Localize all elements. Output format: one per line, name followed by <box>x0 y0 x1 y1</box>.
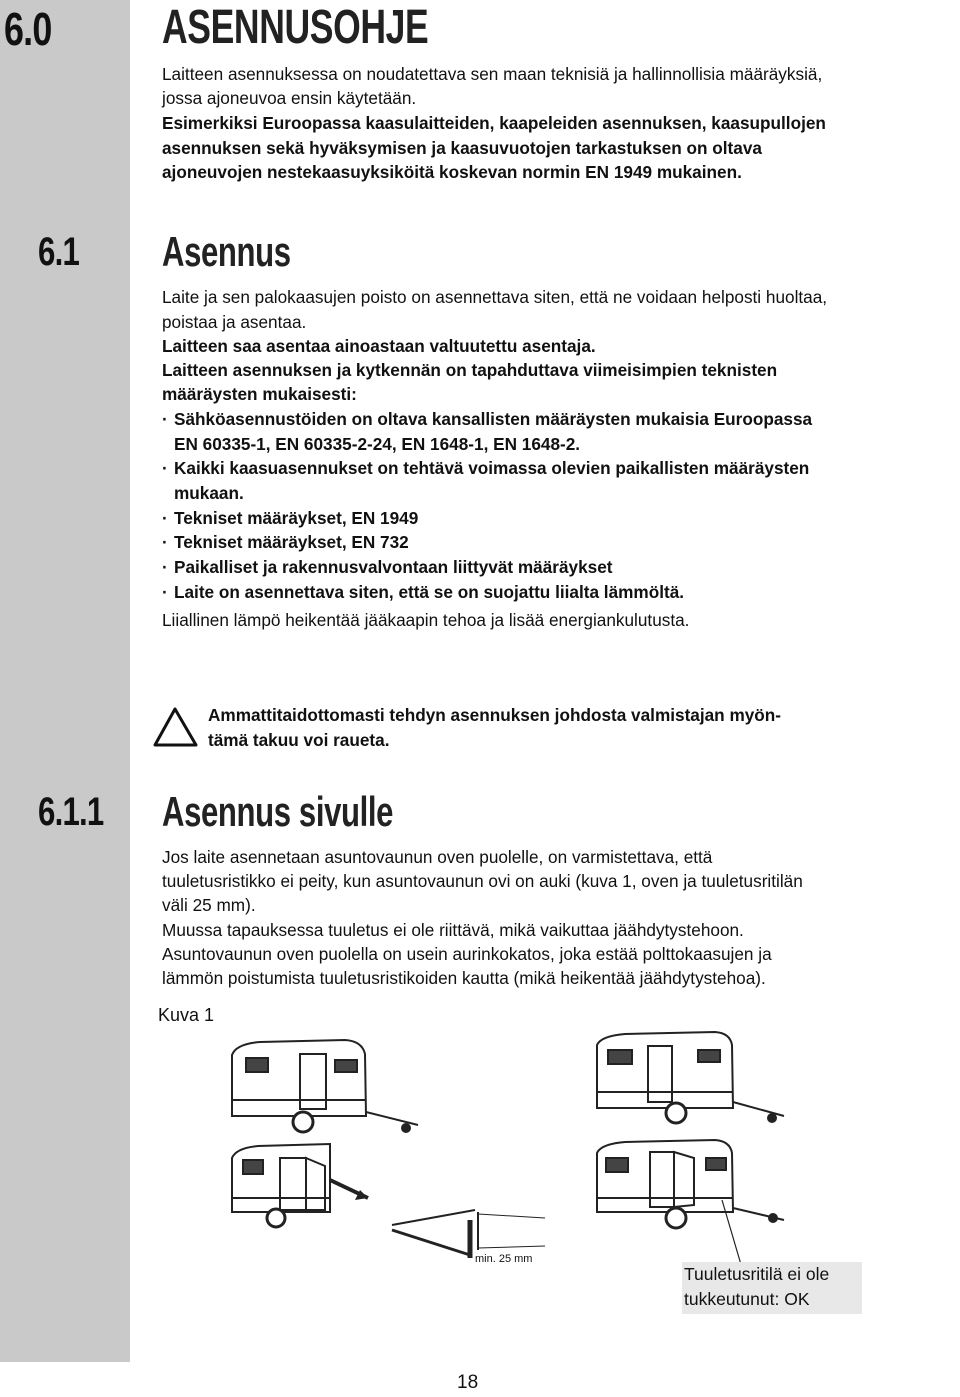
caravan-illustration-4 <box>597 1140 784 1228</box>
section-title-6-1: Asennus <box>162 228 291 275</box>
caravan-illustration-2 <box>597 1032 784 1123</box>
intro-bold-line-1: Esimerkiksi Euroopassa kaasulaitteiden, kaapeleiden asennuksen, kaasupullojen <box>162 113 826 133</box>
warning-line-2: tämä takuu voi raueta. <box>208 730 390 750</box>
side-line-4: Muussa tapauksessa tuuletus ei ole riittävä, mikä vaikuttaa jäähdytystehoon. <box>162 920 744 940</box>
list-item-text: Tekniset määräykset, EN 1949 <box>174 508 419 528</box>
section-title-6-0: ASENNUSOHJE <box>162 1 429 54</box>
side-line-5: Asuntovaunun oven puolella on usein aurinkokatos, joka estää polttokaasujen ja <box>162 944 772 964</box>
bullet-marker: · <box>162 458 168 478</box>
list-item-text-cont: mukaan. <box>174 482 244 503</box>
section-title-6-1-1: Asennus sivulle <box>162 788 394 835</box>
warning-triangle-icon <box>155 709 196 745</box>
intro-line-2: jossa ajoneuvoa ensin käytetään. <box>162 88 417 108</box>
warning-line-1: Ammattitaidottomasti tehdyn asennuksen johdosta valmistajan myön- <box>208 705 782 725</box>
list-item-text: Tekniset määräykset, EN 732 <box>174 532 409 552</box>
vent-gap-detail <box>392 1210 545 1258</box>
section-number-6-1-1: 6.1.1 <box>38 790 104 834</box>
caption-line-2: tukkeutunut: OK <box>684 1289 810 1309</box>
install-line-2: poistaa ja asentaa. <box>162 312 307 332</box>
bullet-marker: · <box>162 508 168 528</box>
side-line-2: tuuletusristikko ei peity, kun asuntovaunun ovi on auki (kuva 1, oven ja tuuletusritilän <box>162 871 803 891</box>
caravan-illustration-3 <box>232 1144 330 1227</box>
measure-label: min. 25 mm <box>475 1253 533 1265</box>
closing-note: Liiallinen lämpö heikentää jääkaapin tehoa ja lisää energiankulutusta. <box>162 610 690 630</box>
list-item-text-cont: EN 60335-1, EN 60335-2-24, EN 1648-1, EN 1648-2. <box>174 433 581 454</box>
arrow-icon <box>330 1180 368 1200</box>
side-line-3: väli 25 mm). <box>162 895 256 915</box>
figure-label: Kuva 1 <box>158 1005 215 1025</box>
install-line-1: Laite ja sen palokaasujen poisto on asennettava siten, että ne voidaan helposti huoltaa, <box>162 287 828 307</box>
install-bold-line-2: Laitteen asennuksen ja kytkennän on tapahduttava viimeisimpien teknisten <box>162 360 778 380</box>
intro-line-1: Laitteen asennuksessa on noudatettava sen maan teknisiä ja hallinnollisia määräyksiä, <box>162 64 823 84</box>
install-bold-line-1: Laitteen saa asentaa ainoastaan valtuutettu asentaja. <box>162 336 596 356</box>
intro-bold-line-2: asennuksen sekä hyväksymisen ja kaasuvuotojen tarkastuksen on oltava <box>162 138 762 158</box>
bullet-marker: · <box>162 582 168 602</box>
section-number-6-0: 6.0 <box>4 3 52 55</box>
list-item-text: Sähköasennustöiden on oltava kansallisten määräysten mukaisia Euroopassa <box>174 409 813 429</box>
list-item-text: Paikalliset ja rakennusvalvontaan liittyvät määräykset <box>174 557 613 577</box>
caravan-illustration-1 <box>232 1040 418 1132</box>
intro-bold-line-3: ajoneuvojen nestekaasuyksiköitä koskevan normin EN 1949 mukainen. <box>162 162 742 182</box>
caption-line-1: Tuuletusritilä ei ole <box>684 1264 830 1284</box>
list-item-text: Kaikki kaasuasennukset on tehtävä voimassa olevien paikallisten määräysten <box>174 458 810 478</box>
bullet-marker: · <box>162 532 168 552</box>
list-item-text: Laite on asennettava siten, että se on suojattu liialta lämmöltä. <box>174 582 685 602</box>
warning-text <box>208 703 781 753</box>
side-line-1: Jos laite asennetaan asuntovaunun oven puolelle, on varmistettava, että <box>162 847 713 867</box>
install-bold-line-3: määräysten mukaisesti: <box>162 384 357 404</box>
figure-caption <box>682 1262 862 1314</box>
page-number: 18 <box>457 1372 479 1393</box>
section-number-6-1: 6.1 <box>38 230 80 274</box>
bullet-marker: · <box>162 409 168 429</box>
bullet-marker: · <box>162 557 168 577</box>
side-line-6: lämmön poistumista tuuletusristikoiden kautta (mikä heikentää jäähdytystehoa). <box>162 968 766 988</box>
